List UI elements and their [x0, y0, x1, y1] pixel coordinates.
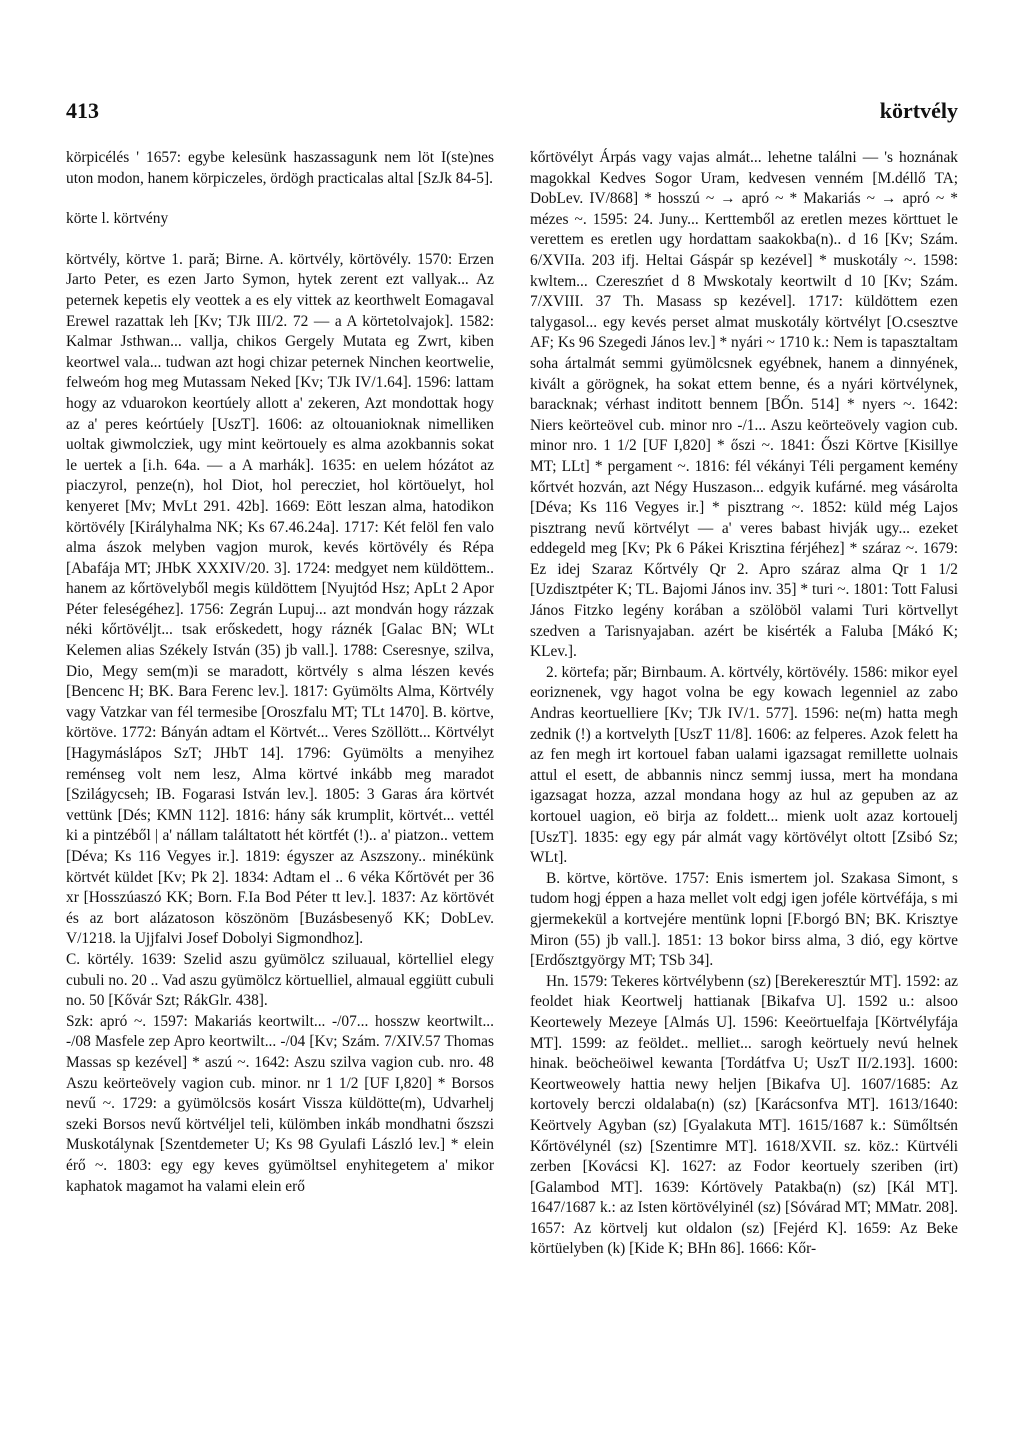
right-column [530, 148, 958, 1260]
left-column [66, 148, 494, 1260]
entry-kortvely-sense-1: körtvély, körtve 1. pară; Birne. A. körtvély, körtövély. 1570: Erzen Jarto Peter, es ezen Jarto Symon, hytek zerent ezt vallyak... Az peternek kepetis ely veottek a es ely vittek az keorthwelt Eomagaval Erewel razattak leh [Kv; TJk III/2. 72 — a A körtetolvajok]. 1582: Kalmar Jsthwan... vallja, chikos Gergely Mutata eg Zwrt, kiben keortwel vala... tudwan azt hogi chizar peternek Ninchen keortwelie, felweóm hog meg Mutassam Neked [Kv; TJk IV/1.64]. 1596: lattam hogy az vduarokon keortúely allott a' zekeren, Azt mondottak hogy az a' peres keórtúely [UszT]. 1606: az oltouanioknak nimelliken uoltak giwmolcziek, ugy mint keörtouely es alma azokbannis sokat le uertek a [i.h. 64a. — a A marhák]. 1635: en uelem hózátot az piaczyrol, penze(n), hol Diot, hol perecziet, hol körtöuelyt, hol kenyeret [Mv; MvLt 291. 42b]. 1669: Eött leszan alma, hatodikon körtövély [Királyhalma NK; Ks 67.46.24a]. 1717: Két felöl fen valo alma ászok melyben vagjon murok, kevés körtövély és Répa [Abafája MT; JHbK XXXIV/20. 3]. 1724: medgyet nem küldöttem.. hanem az kőrtövelyből megis küldöttem [Nyujtód Hsz; ApLt 2 Apor Péter feleségéhez]. 1756: Zegrán Lupuj... azt mondván hogy rázzak néki kőrtövéljt... tsak erőskedett, hogy ráznék [Galac BN; WLt Kelemen alias Székely István (35) jb vall.]. 1788: Cseresnye, szilva, Dio, Megy sem(m)i se maradott, körtvély s alma lészen kevés [Bencenc H; BK. Bara Ferenc lev.]. 1817: Gyümölts Alma, Körtvély vagy Vatzkar van fél termesibe [Oroszfalu MT; TLt 1470]. B. körtve, körtöve. 1772: Bányán adtam el Körtvét... Veres Szöllött... Körtvélyt [Hagymáslápos SzT; JHbT 14]. 1796: Gyümölts a menyihez reménseg volt nem lesz, Alma körtvé inkább meg maradot [Szilágycseh; IB. Fogarasi István lev.]. 1805: 3 Garas ára körtvét vettünk [Dés; KMN 112]. 1816: hány sák krumplit, körtvét... vettél ki a pintzéből | a' nállam találtatott hét körtfét (!).. a' piatzon.. vettem [Déva; Ks 116 Vegyes ir.]. 1819: égyszer az Aszszony.. minékünk körtvét küldet [Kv; Pk 2]. 1834: Adtam el .. 6 véka Kőrtövét per 36 xr [Hosszúaszó KK; Born. F.Ia Bod Péter tt lev.]. 1837: Az körtövét és az bort alázatoson köszönöm [Buzásbesenyő KK; DobLev. V/1218. la Ujjfalvi Josef Dobolyi Sigmondhoz]. [66, 250, 494, 948]
entry-kortvely-section-c: C. körtély. 1639: Szelid aszu gyümölcz sziluaual, körtelliel elegy cubuli no. 20 .. Vad aszu gyümölcz körtuelliel, almaual eggiütt cubuli no. 50 [Kővár Szt; RákGlr. 438]. [66, 950, 494, 1010]
page-header [66, 98, 958, 132]
entry-korpiceles: körpicélés ' 1657: egybe kelesünk haszassagunk nem löt I(ste)nes uton modon, hanem körpiczeles, ördögh practicalas altal [SzJk 84-5]. [66, 149, 494, 187]
entry-kortvely-sense-2: 2. körtefa; păr; Birnbaum. A. körtvély, körtövély. 1586: mikor eyel eoriznenek, vgy hagot volna be egy kowach legenniel az zabo Andras keortuelliere [Kv; TJk IV/1. 577]. 1596: ne(m) hatta megh zednik (!) a kortvelyth [UszT 11/8]. 1606: az felperes. Azok felett ha az fen megh irt kortouel faban ualami igazsagat remillette uolnais attul el esett, de abbannis nincz semmj iussa, mert ha mondana igazsagat hozza, azzal mondana hogy az hul az gepuben az az kortouel uagion, eö birja az foldett... mienk uolt azaz kortouelj [UszT]. 1835: egy egy pár almát vagy körtövélyt oltott [Zsibó Sz; WLt]. [530, 663, 958, 867]
entry-kortvely-hn: Hn. 1579: Tekeres körtvélybenn (sz) [Berekeresztúr MT]. 1592: az feoldet hiak Keortwelj hattianak [Bikafva U]. 1592 u.: alsoo Keortewely Mezeye [Almás U]. 1596: Keeörtuelfaja [Körtvélyfája MT]. 1599: az feöldet.. melliet... sarogh keörtuely nevú helnek hinak. beöcheöiwel kewanta [Tordátfva U; UszT II/2.193]. 1600: Keortweowely hattia newy heljen [Bikafva U]. 1607/1685: Az kortovely berczi oldalaba(n) (sz) [Karácsonfva MT]. 1613/1640: Keörtvely Agyban (sz) [Gyalakuta MT]. 1615/1687 k.: Sümőltsén Kőrtövélynél (sz) [Szentimre MT]. 1618/XVII. sz. köz.: Kürtvéli zerben [Kovácsi K]. 1627: az Fodor keortuely szeriben (irt) [Galambod MT]. 1639: Kórtövely Patakba(n) (sz) [Kál MT]. 1647/1687 k.: az Isten körtövélyinél (sz) [Sóvárad MT; MMatr. 208]. 1657: Az körtvelj kut oldalon (sz) [Fejérd K]. 1659: Az Beke körtüelyben (k) [Kide K; BHn 86]. 1666: Kőr- [530, 972, 958, 1258]
text-columns [66, 148, 958, 1260]
entry-korte: körte l. körtvény [66, 210, 169, 228]
entry-kortvely-szk-continued: kőrtövélyt Árpás vagy vajas almát... lehetne találni — 's hoznának magokkal Kedves Sogor Uram, kedvesen venném [M.déllő TA; DobLev. IV/868] * hosszú ~ → apró ~ * Makariás ~ → apró ~ * mézes ~. 1595: 24. Juny... Kerttemből az eretlen mezes körttuet le verettem es eretlen ugy hordattam saakokba(n).. d 16 [Kv; Szám. 6/XVIIa. 203 ifj. Heltai Gáspár sp kezével] * muskotály ~. 1598: kwltem... Czereszńet d 8 Mwskotaly keortwilt d 10 [Kv; Szám. 7/XVIII. 37 Th. Masass sp kezével]. 1717: küldöttem ezen talygasol... egy kevés perset almat muskotály körtvélyt [O.csesztve AF; Ks 96 Szegedi János lev.] * nyári ~ 1710 k.: Nem is tapasztaltam soha ártalmát semmi gyümölcsnek egyébnek, hanem a dinnyének, kivált a görögnek, ha sokat ettem benne, és a nyári körtvélynek, baracknak; vérhast inditott bennem [BŐn. 514] * nyers ~. 1642: Niers keörteövel cub. minor nro -/1... Aszu keörteövely vagion cub. minor nro. 1 1/2 [UF I,820] * őszi ~. 1841: Őszi Körtve [Kisillye MT; LLt] * pergament ~. 1816: fél vékányi Téli pergament kemény kőrtvét hozván, azt Négy Huszason... edgyik kufárné. meg vásárolta [Déva; Ks 116 Vegyes ir.] * pisztrang ~. 1852: küld még Lajos pisztrang nevű körtvélyt — a' veres babast hivják ugy... ezeket eddegeld meg [Kv; Pk 6 Pákei Krisztina férjéhez] * száraz ~. 1679: Ez idej Szaraz Kőrtvély Qr 2. Apro száraz alma Qr 1 1/2 [Uzdisztpéter K; TL. Bajomi János inv. 35] * turi ~. 1801: Tott Falusi János Fitzko legény korában a szölöböl valami Turi körtvellyt szedven a Tarisnyajaban. azért be kisérték a Faluba [Mákó K; KLev.]. [530, 149, 958, 661]
entry-kortvely-sense-2-b: B. körtve, körtöve. 1757: Enis ismertem jol. Szakasa Simont, s tudom hogj éppen a haza mellet volt edgj igen joféle körtvéfája, s mi gjermekekül a kortvejére mentünk lopni [F.borgó BN; BK. Krisztye Miron (55) jb vall.]. 1851: 13 bokor birss alma, 3 dió, egy körtve [Erdősztgyörgy MT; TSb 34]. [530, 869, 958, 970]
running-head: körtvély [879, 98, 958, 123]
page-number: 413 [66, 98, 99, 123]
entry-kortvely-szk: Szk: apró ~. 1597: Makariás keortwilt... -/07... hosszw keortwilt... -/08 Masfele zep Apro keortwilt... -/04 [Kv; Szám. 7/XIV.57 Thomas Massas sp kezével] * aszú ~. 1642: Aszu szilva vagion cub. nro. 48 Aszu keörteövely vagion cub. minor. nr 1 1/2 [UF I,820] * Borsos nevű ~. 1729: a gyümölcsös kosárt Vissza küldötte(m), Udvarhelj szeki Borsos nevű körtvéljel teli, külömben inkáb mondhatni őszszi Muskotálynak [Szentdemeter U; Ks 98 Gyulafi László lev.] * elein érő ~. 1803: egy egy keves gyümöltsel enyhitegetem a' mikor kaphatok magamot ha valami elein erő [66, 1012, 494, 1195]
